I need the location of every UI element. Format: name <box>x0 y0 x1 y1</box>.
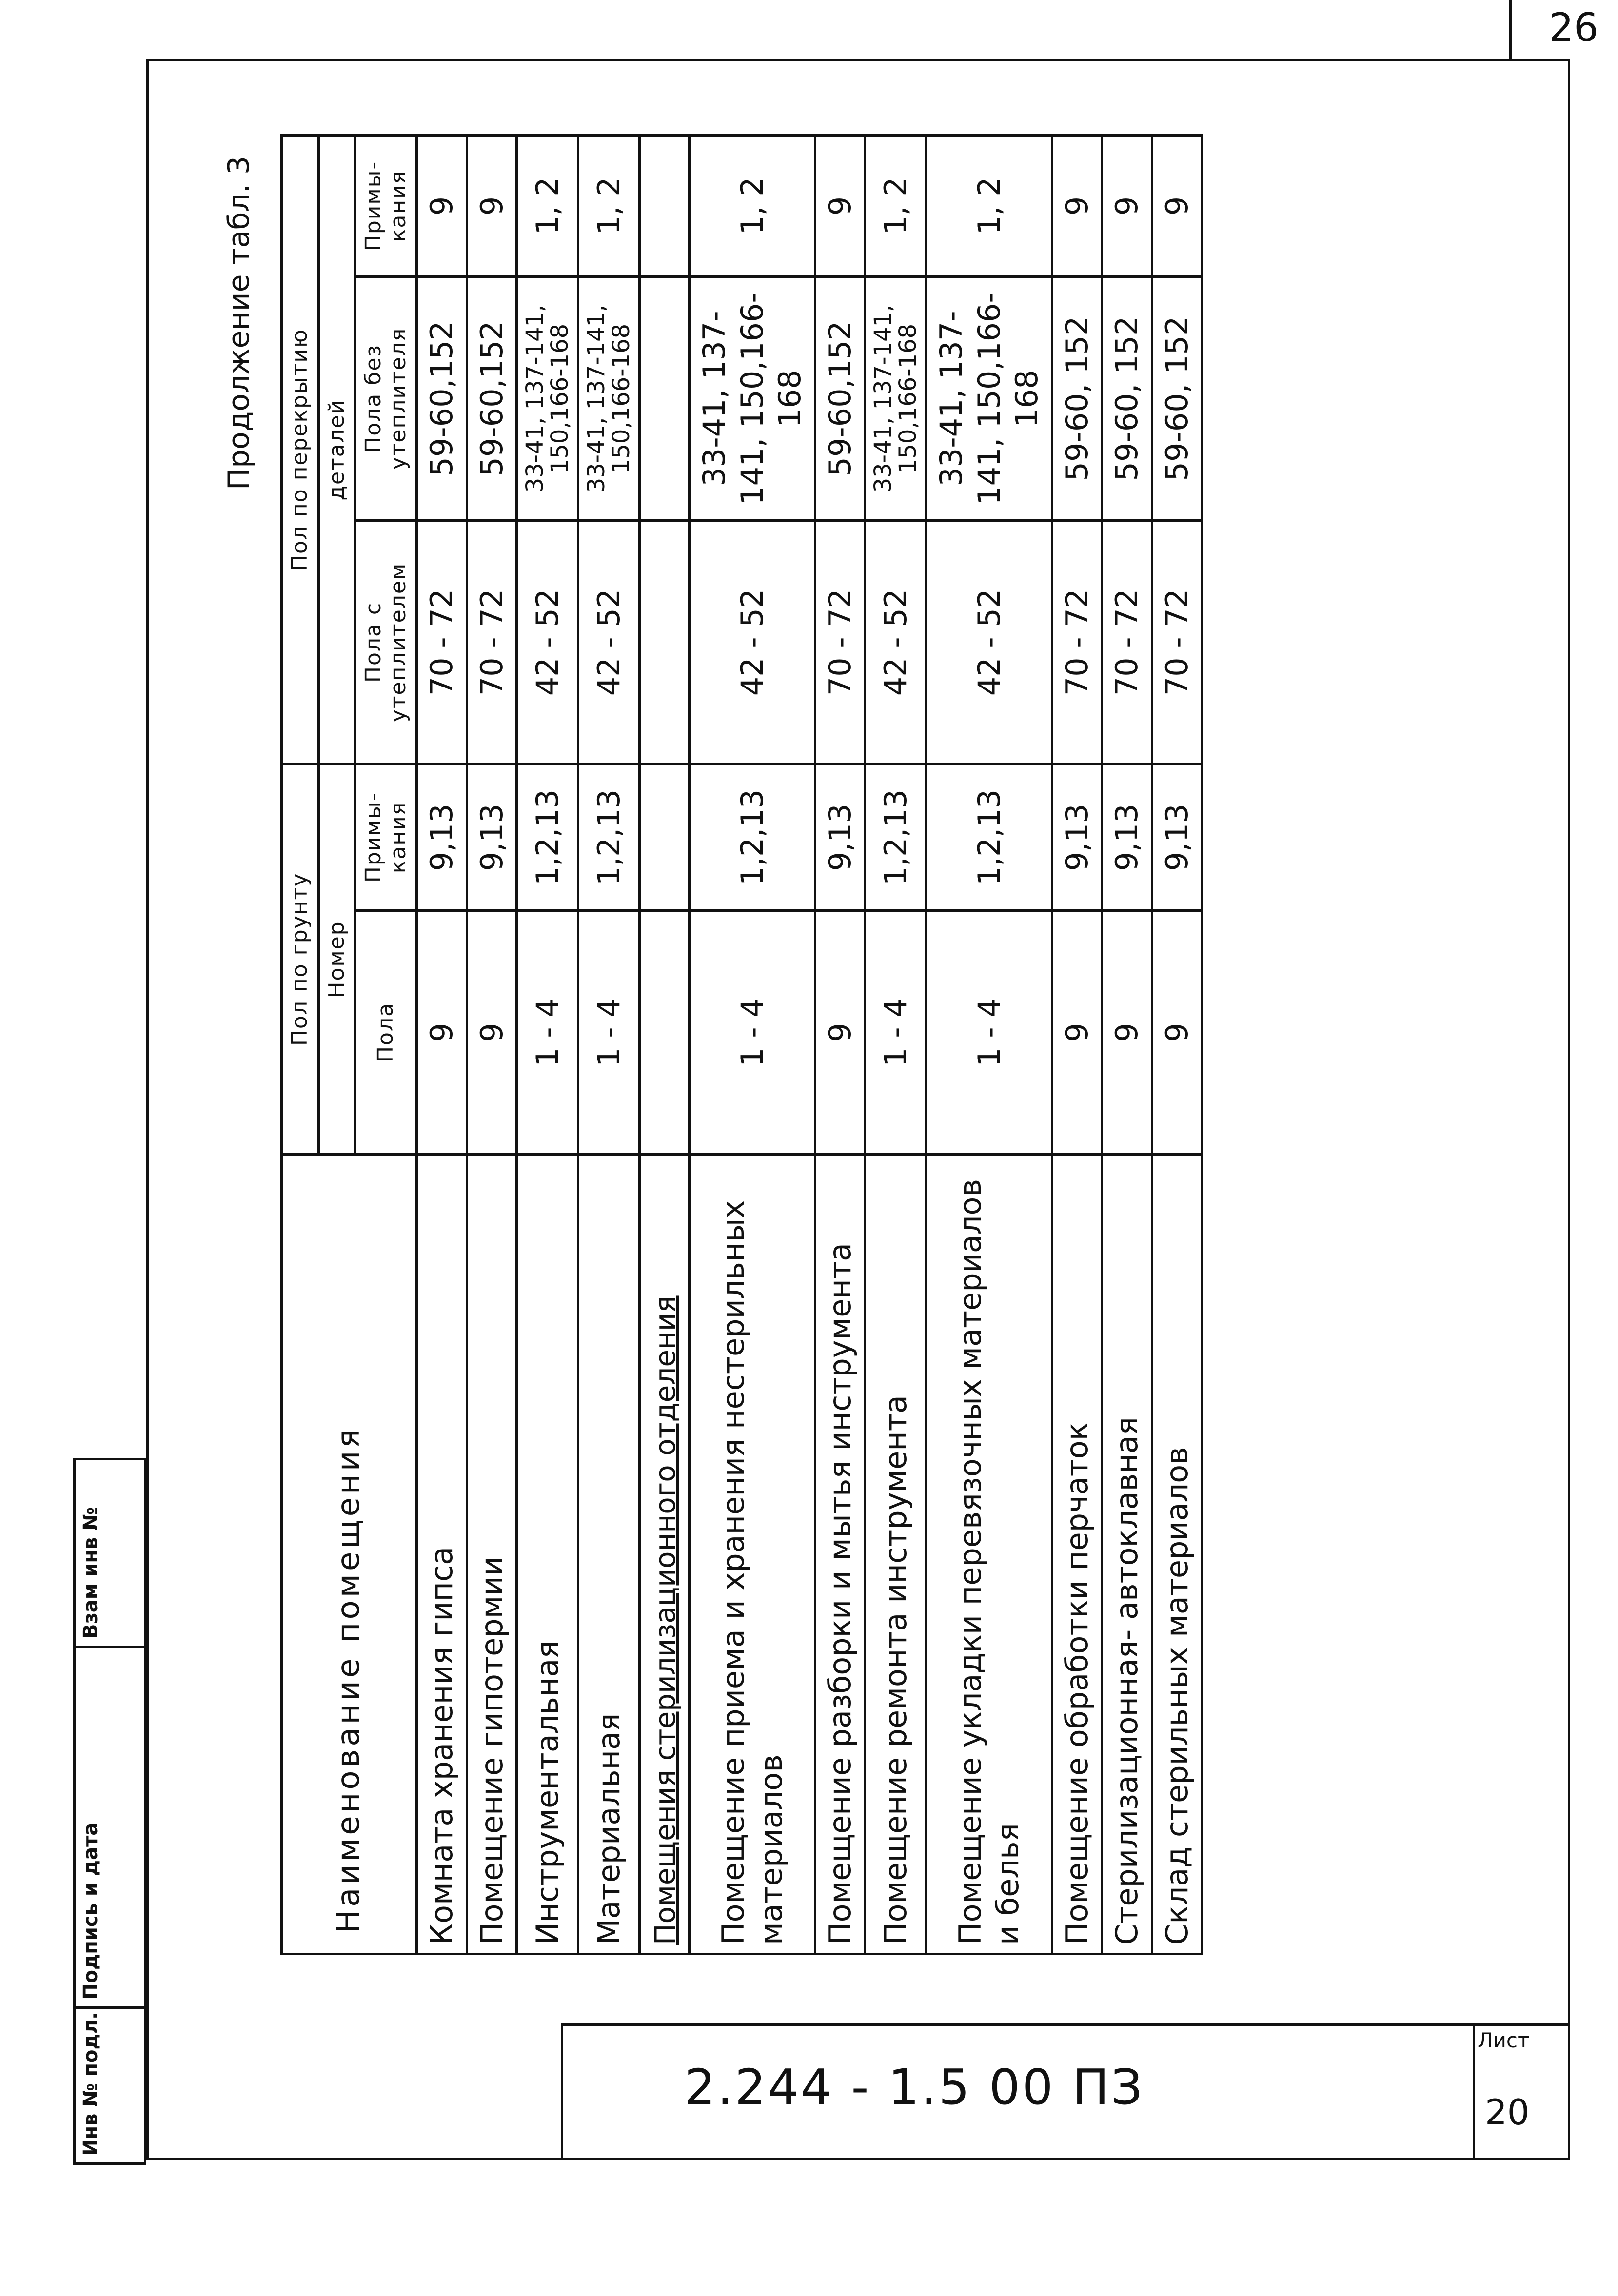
ground-floor-cell: 1 - 4 <box>865 911 927 1155</box>
header-group-floor: Пол по перекрытию <box>282 136 319 765</box>
floor-with-insulation-cell: 42 - 52 <box>690 521 815 765</box>
table-row <box>1052 136 1102 1954</box>
empty-cell <box>639 136 690 277</box>
floor-notes-cell: 1, 2 <box>865 136 927 277</box>
section-row <box>639 136 690 1954</box>
floor-notes-cell: 1, 2 <box>517 136 578 277</box>
table-row <box>815 136 865 1954</box>
room-name-cell: Помещение приема и хранения нестерильных материалов <box>690 1155 815 1954</box>
floor-with-insulation-cell: 42 - 52 <box>865 521 927 765</box>
floor-without-insulation-cell: 33-41, 137-141, 150,166-168 <box>927 277 1052 521</box>
floor-with-insulation-cell: 70 - 72 <box>467 521 517 765</box>
floor-with-insulation-cell: 70 - 72 <box>1052 521 1102 765</box>
stamp-podpis-data: Подпись и дата <box>76 1646 144 2006</box>
floor-notes-cell: 9 <box>1102 136 1152 277</box>
room-name-cell: Склад стерильных материалов <box>1152 1155 1202 1954</box>
floor-without-insulation-cell: 59-60, 152 <box>1152 277 1202 521</box>
floor-notes-cell: 9 <box>467 136 517 277</box>
floor-without-insulation-cell: 59-60,152 <box>815 277 865 521</box>
margin-stamp <box>73 1458 146 2165</box>
floors-table <box>280 134 1203 1955</box>
table-row <box>865 136 927 1954</box>
floor-notes-cell: 1, 2 <box>578 136 640 277</box>
room-name-cell: Комната хранения гипса <box>417 1155 467 1954</box>
table-container <box>222 137 1573 1955</box>
room-name-cell: Помещение разборки и мытья инструмента <box>815 1155 865 1954</box>
header-room-name: Наименование помещения <box>282 1155 417 1954</box>
table-row <box>417 136 467 1954</box>
floor-without-insulation-cell: 59-60, 152 <box>1052 277 1102 521</box>
ground-floor-cell: 9 <box>815 911 865 1155</box>
ground-notes-cell: 1,2,13 <box>690 765 815 911</box>
room-name-cell: Помещение обработки перчаток <box>1052 1155 1102 1954</box>
room-name-cell: Помещение ремонта инструмента <box>865 1155 927 1954</box>
sheet-label: Лист <box>1478 2028 1530 2052</box>
header-notes-2: Примы- кания <box>355 136 417 277</box>
ground-notes-cell: 9,13 <box>815 765 865 911</box>
ground-floor-cell: 1 - 4 <box>690 911 815 1155</box>
room-name-cell: Помещение гипотермии <box>467 1155 517 1954</box>
floor-without-insulation-cell: 59-60,152 <box>417 277 467 521</box>
floor-notes-cell: 9 <box>1052 136 1102 277</box>
header-floor-without-insulation: Пола без утеплителя <box>355 277 417 521</box>
floor-notes-cell: 9 <box>1152 136 1202 277</box>
empty-cell <box>639 277 690 521</box>
floor-without-insulation-cell: 33-41, 137-141, 150,166-168 <box>865 277 927 521</box>
ground-floor-cell: 9 <box>1052 911 1102 1155</box>
floor-without-insulation-cell: 59-60,152 <box>467 277 517 521</box>
ground-notes-cell: 1,2,13 <box>517 765 578 911</box>
floor-notes-cell: 1, 2 <box>927 136 1052 277</box>
empty-cell <box>639 765 690 911</box>
table-row <box>467 136 517 1954</box>
ground-floor-cell: 1 - 4 <box>517 911 578 1155</box>
stamp-inv-podl: Инв № подл. <box>76 2006 144 2162</box>
ground-floor-cell: 9 <box>1102 911 1152 1155</box>
header-floor: Пола <box>355 911 417 1155</box>
table-row <box>517 136 578 1954</box>
ground-floor-cell: 9 <box>1152 911 1202 1155</box>
ground-notes-cell: 9,13 <box>1052 765 1102 911</box>
floor-with-insulation-cell: 70 - 72 <box>1152 521 1202 765</box>
page-number: 26 <box>1549 5 1598 50</box>
ground-floor-cell: 1 - 4 <box>578 911 640 1155</box>
floor-with-insulation-cell: 70 - 72 <box>1102 521 1152 765</box>
table-row <box>1102 136 1152 1954</box>
ground-notes-cell: 1,2,13 <box>927 765 1052 911</box>
room-name-cell: Инструментальная <box>517 1155 578 1954</box>
floor-notes-cell: 9 <box>417 136 467 277</box>
table-title: Продолжение табл. 3 <box>222 156 256 491</box>
table-row <box>1152 136 1202 1954</box>
floor-with-insulation-cell: 42 - 52 <box>927 521 1052 765</box>
empty-cell <box>639 911 690 1155</box>
floor-with-insulation-cell: 42 - 52 <box>517 521 578 765</box>
floor-without-insulation-cell: 59-60, 152 <box>1102 277 1152 521</box>
ground-notes-cell: 1,2,13 <box>865 765 927 911</box>
floor-with-insulation-cell: 70 - 72 <box>417 521 467 765</box>
table-row <box>690 136 815 1954</box>
floor-without-insulation-cell: 33-41, 137-141, 150,166-168 <box>690 277 815 521</box>
header-notes: Примы- кания <box>355 765 417 911</box>
room-name-cell: Стерилизационная- автоклавная <box>1102 1155 1152 1954</box>
header-group-ground: Пол по грунту <box>282 765 319 1155</box>
section-title-cell <box>639 1155 690 1954</box>
document-code: 2.244 - 1.5 00 ПЗ <box>684 2058 1144 2116</box>
floor-notes-cell: 1, 2 <box>690 136 815 277</box>
ground-notes-cell: 9,13 <box>467 765 517 911</box>
ground-floor-cell: 9 <box>417 911 467 1155</box>
floor-with-insulation-cell: 42 - 52 <box>578 521 640 765</box>
header-row-groups <box>282 136 319 1954</box>
room-name-cell: Помещение укладки перевязочных материалов и белья <box>927 1155 1052 1954</box>
empty-cell <box>639 521 690 765</box>
document-code-area <box>561 2048 1268 2126</box>
section-title: Помещения стерилизационного отделения <box>648 1295 682 1945</box>
floor-without-insulation-cell: 33-41, 137-141, 150,166-168 <box>578 277 640 521</box>
room-name-cell: Материальная <box>578 1155 640 1954</box>
ground-notes-cell: 9,13 <box>1102 765 1152 911</box>
header-floor-with-insulation: Пола с утеплителем <box>355 521 417 765</box>
page-number-divider <box>1509 0 1512 61</box>
ground-notes-cell: 9,13 <box>417 765 467 911</box>
ground-notes-cell: 1,2,13 <box>578 765 640 911</box>
ground-notes-cell: 9,13 <box>1152 765 1202 911</box>
header-details: деталей <box>318 136 355 765</box>
floor-without-insulation-cell: 33-41, 137-141, 150,166-168 <box>517 277 578 521</box>
floor-notes-cell: 9 <box>815 136 865 277</box>
floor-with-insulation-cell: 70 - 72 <box>815 521 865 765</box>
sheet-number: 20 <box>1485 2092 1530 2133</box>
ground-floor-cell: 1 - 4 <box>927 911 1052 1155</box>
stamp-vzam-inv: Взам инв № <box>79 1507 102 1639</box>
table-row <box>578 136 640 1954</box>
table-row <box>927 136 1052 1954</box>
ground-floor-cell: 9 <box>467 911 517 1155</box>
header-number: Номер <box>318 765 355 1155</box>
